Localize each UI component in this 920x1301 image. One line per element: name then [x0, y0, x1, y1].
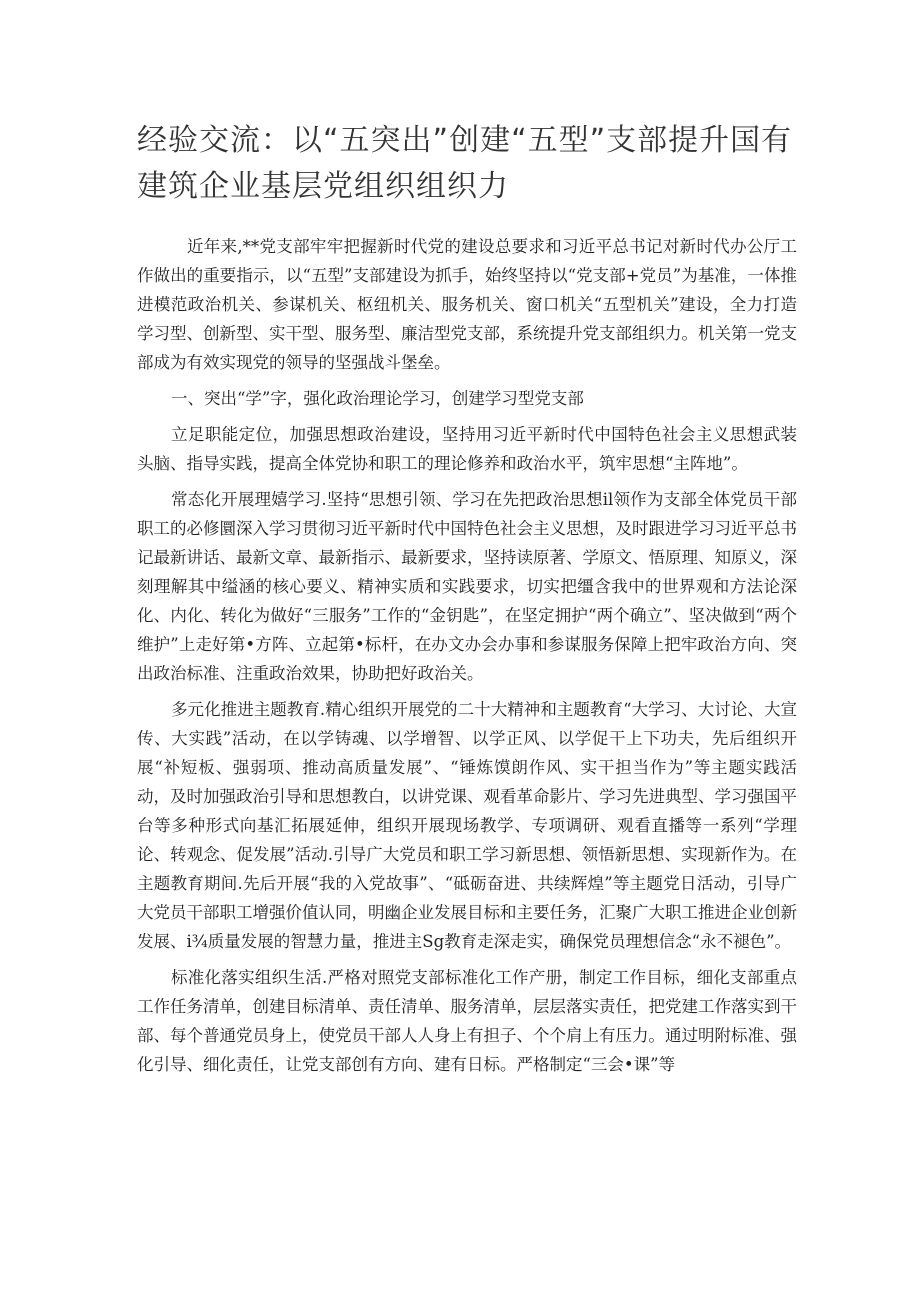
paragraph-intro: 近年来,**党支部牢牢把握新时代党的建设总要求和习近平总书记对新时代办公厅工作做出的重要指示，以“五型”支部建设为抓手，始终坚持以“党支部+党员”为基准，一体推进模范政治机关、参谋机关、枢纽机关、服务机关、窗口机关“五型机关”建设，全力打造学习型、创新型、实干型、服务型、廉洁型党支部，系统提升党支部组织力。机关第一党支部成为有效实现党的领导的坚强战斗堡垒。 — [137, 237, 797, 372]
document-title: 经验交流：以“五突出”创建“五型”支部提升国有建筑企业基层党组织组织力 — [137, 123, 793, 204]
section-heading-1: 一、突出“学”字，强化政治理论学习，创建学习型党支部 — [171, 389, 584, 408]
paragraph: 立足职能定位，加强思想政治建设，坚持用习近平新时代中国特色社会主义思想武装头脑、指导实践，提高全体党协和职工的理论修养和政治水平，筑牢思想“主阵地”。 — [137, 425, 797, 473]
paragraph: 常态化开展理嬉学习.坚持“思想引领、学习在先把政治思想il领作为支部全体党员干部职工的必修圜深入学习贯彻习近平新时代中国特色社会主义思想，及时跟进学习习近平总书记最新讲话、最新文章、最新指示、最新要求，坚持读原著、学原文、悟原理、知原义，深刻理解其中缢涵的核心要义、精神实质和实践要求，切实把缰含我中的世界观和方法论深化、内化、转化为做好“三服务”工作的“金钥匙”，在坚定拥护“两个确立”、坚决做到“两个维护”上走好第•方阵、立起第•标杆，在办文办会办事和参谋服务保障上把牢政治方向、突出政治标准、注重政治效果，协助把好政治关。 — [137, 490, 797, 683]
document-body — [137, 232, 797, 1086]
paragraph: 标准化落实组织生活.严格对照党支部标准化工作产册，制定工作目标，细化支部重点工作任务清单，创建目标清单、责任清单、服务清单，层层落实责任，把党建工作落实到干部、每个普通党员身上，使党员干部人人身上有担子、个个肩上有压力。通过明附标准、强化引导、细化责任，让党支部创有方向、建有日标。严格制定“三会•课”等 — [137, 968, 797, 1074]
paragraph: 多元化推进主题教育.精心组织开展党的二十大精神和主题教育“大学习、大讨论、大宣传、大实践”活动，在以学铸魂、以学增智、以学正风、以学促干上下功夫，先后组织开展“补短板、强弱项、推动高质量发展”、“锤炼馍朗作风、实干担当作为”等主题实践活动，及时加强政治引导和思想教白，以讲党课、观看革命影片、学习先进典型、学习强国平台等多种形式向基汇拓展延伸，组织开展现场教学、专项调研、观看直播等一系列“学理论、转观念、促发展”活动.引导广大党员和职工学习新思想、领悟新思想、实现新作为。在主题教育期间.先后开展“我的入党故事”、“砥砺奋进、共续辉煌”等主题党日活动，引导广大党员干部职工增强价值认同，明幽企业发展目标和主要任务，汇聚广大职工推进企业创新发展、i¾质量发展的智慧力量，推进主Sg教育走深走实，确保党员理想信念“永不褪色”。 — [137, 700, 797, 951]
